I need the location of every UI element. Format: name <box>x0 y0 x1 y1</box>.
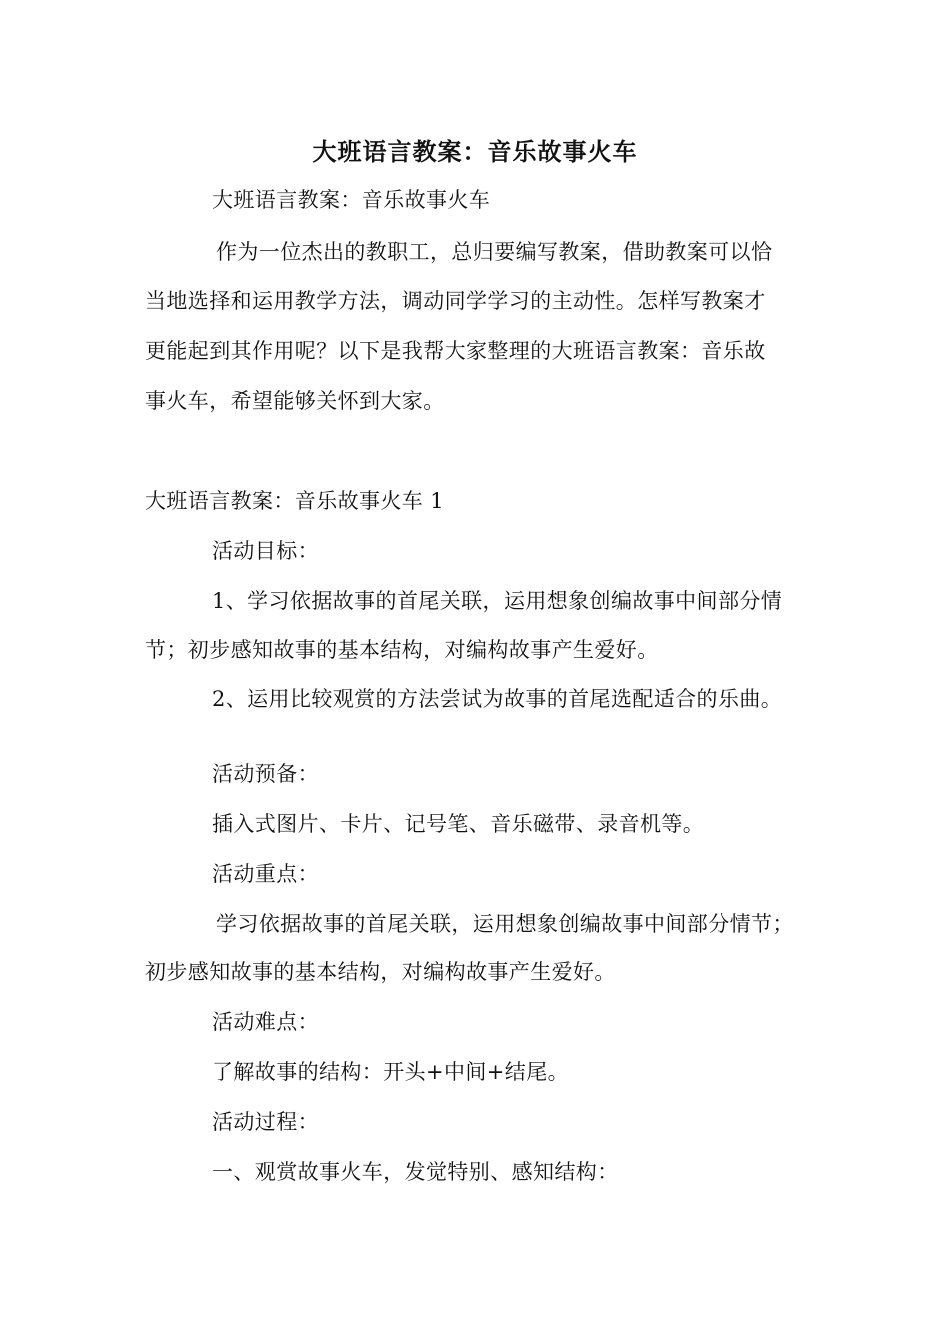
intro-line-2: 当地选择和运用教学方法，调动同学学习的主动性。怎样写教案才 <box>145 289 766 313</box>
goal-2: 2、运用比较观赏的方法尝试为故事的首尾选配适合的乐曲。 <box>212 687 783 711</box>
document-title: 大班语言教案：音乐故事火车 <box>312 137 638 166</box>
goal-1-line-1: 1、学习依据故事的首尾关联，运用想象创编故事中间部分情 <box>212 589 783 613</box>
goal-1-line-2: 节；初步感知故事的基本结构，对编构故事产生爱好。 <box>145 638 659 662</box>
difficulty-text: 了解故事的结构：开头+中间+结尾。 <box>212 1060 569 1084</box>
goals-heading: 活动目标： <box>212 539 319 563</box>
intro-line-3: 更能起到其作用呢？以下是我帮大家整理的大班语言教案：音乐故 <box>145 339 766 363</box>
key-point-line-2: 初步感知故事的基本结构，对编构故事产生爱好。 <box>145 960 616 984</box>
key-point-line-1: 学习依据故事的首尾关联，运用想象创编故事中间部分情节； <box>216 912 794 936</box>
difficulty-heading: 活动难点： <box>212 1010 319 1034</box>
intro-line-1: 作为一位杰出的教职工，总归要编写教案，借助教案可以恰 <box>216 240 773 264</box>
section-heading-1: 大班语言教案：音乐故事火车 1 <box>145 489 445 513</box>
preparation-heading: 活动预备： <box>212 762 319 786</box>
intro-line-4: 事火车，希望能够关怀到大家。 <box>145 389 445 413</box>
preparation-text: 插入式图片、卡片、记号笔、音乐磁带、录音机等。 <box>212 812 705 836</box>
key-point-heading: 活动重点： <box>212 862 319 886</box>
process-step-1: 一、观赏故事火车，发觉特别、感知结构： <box>212 1160 619 1184</box>
subtitle-line: 大班语言教案：音乐故事火车 <box>212 188 491 212</box>
process-heading: 活动过程： <box>212 1110 319 1134</box>
